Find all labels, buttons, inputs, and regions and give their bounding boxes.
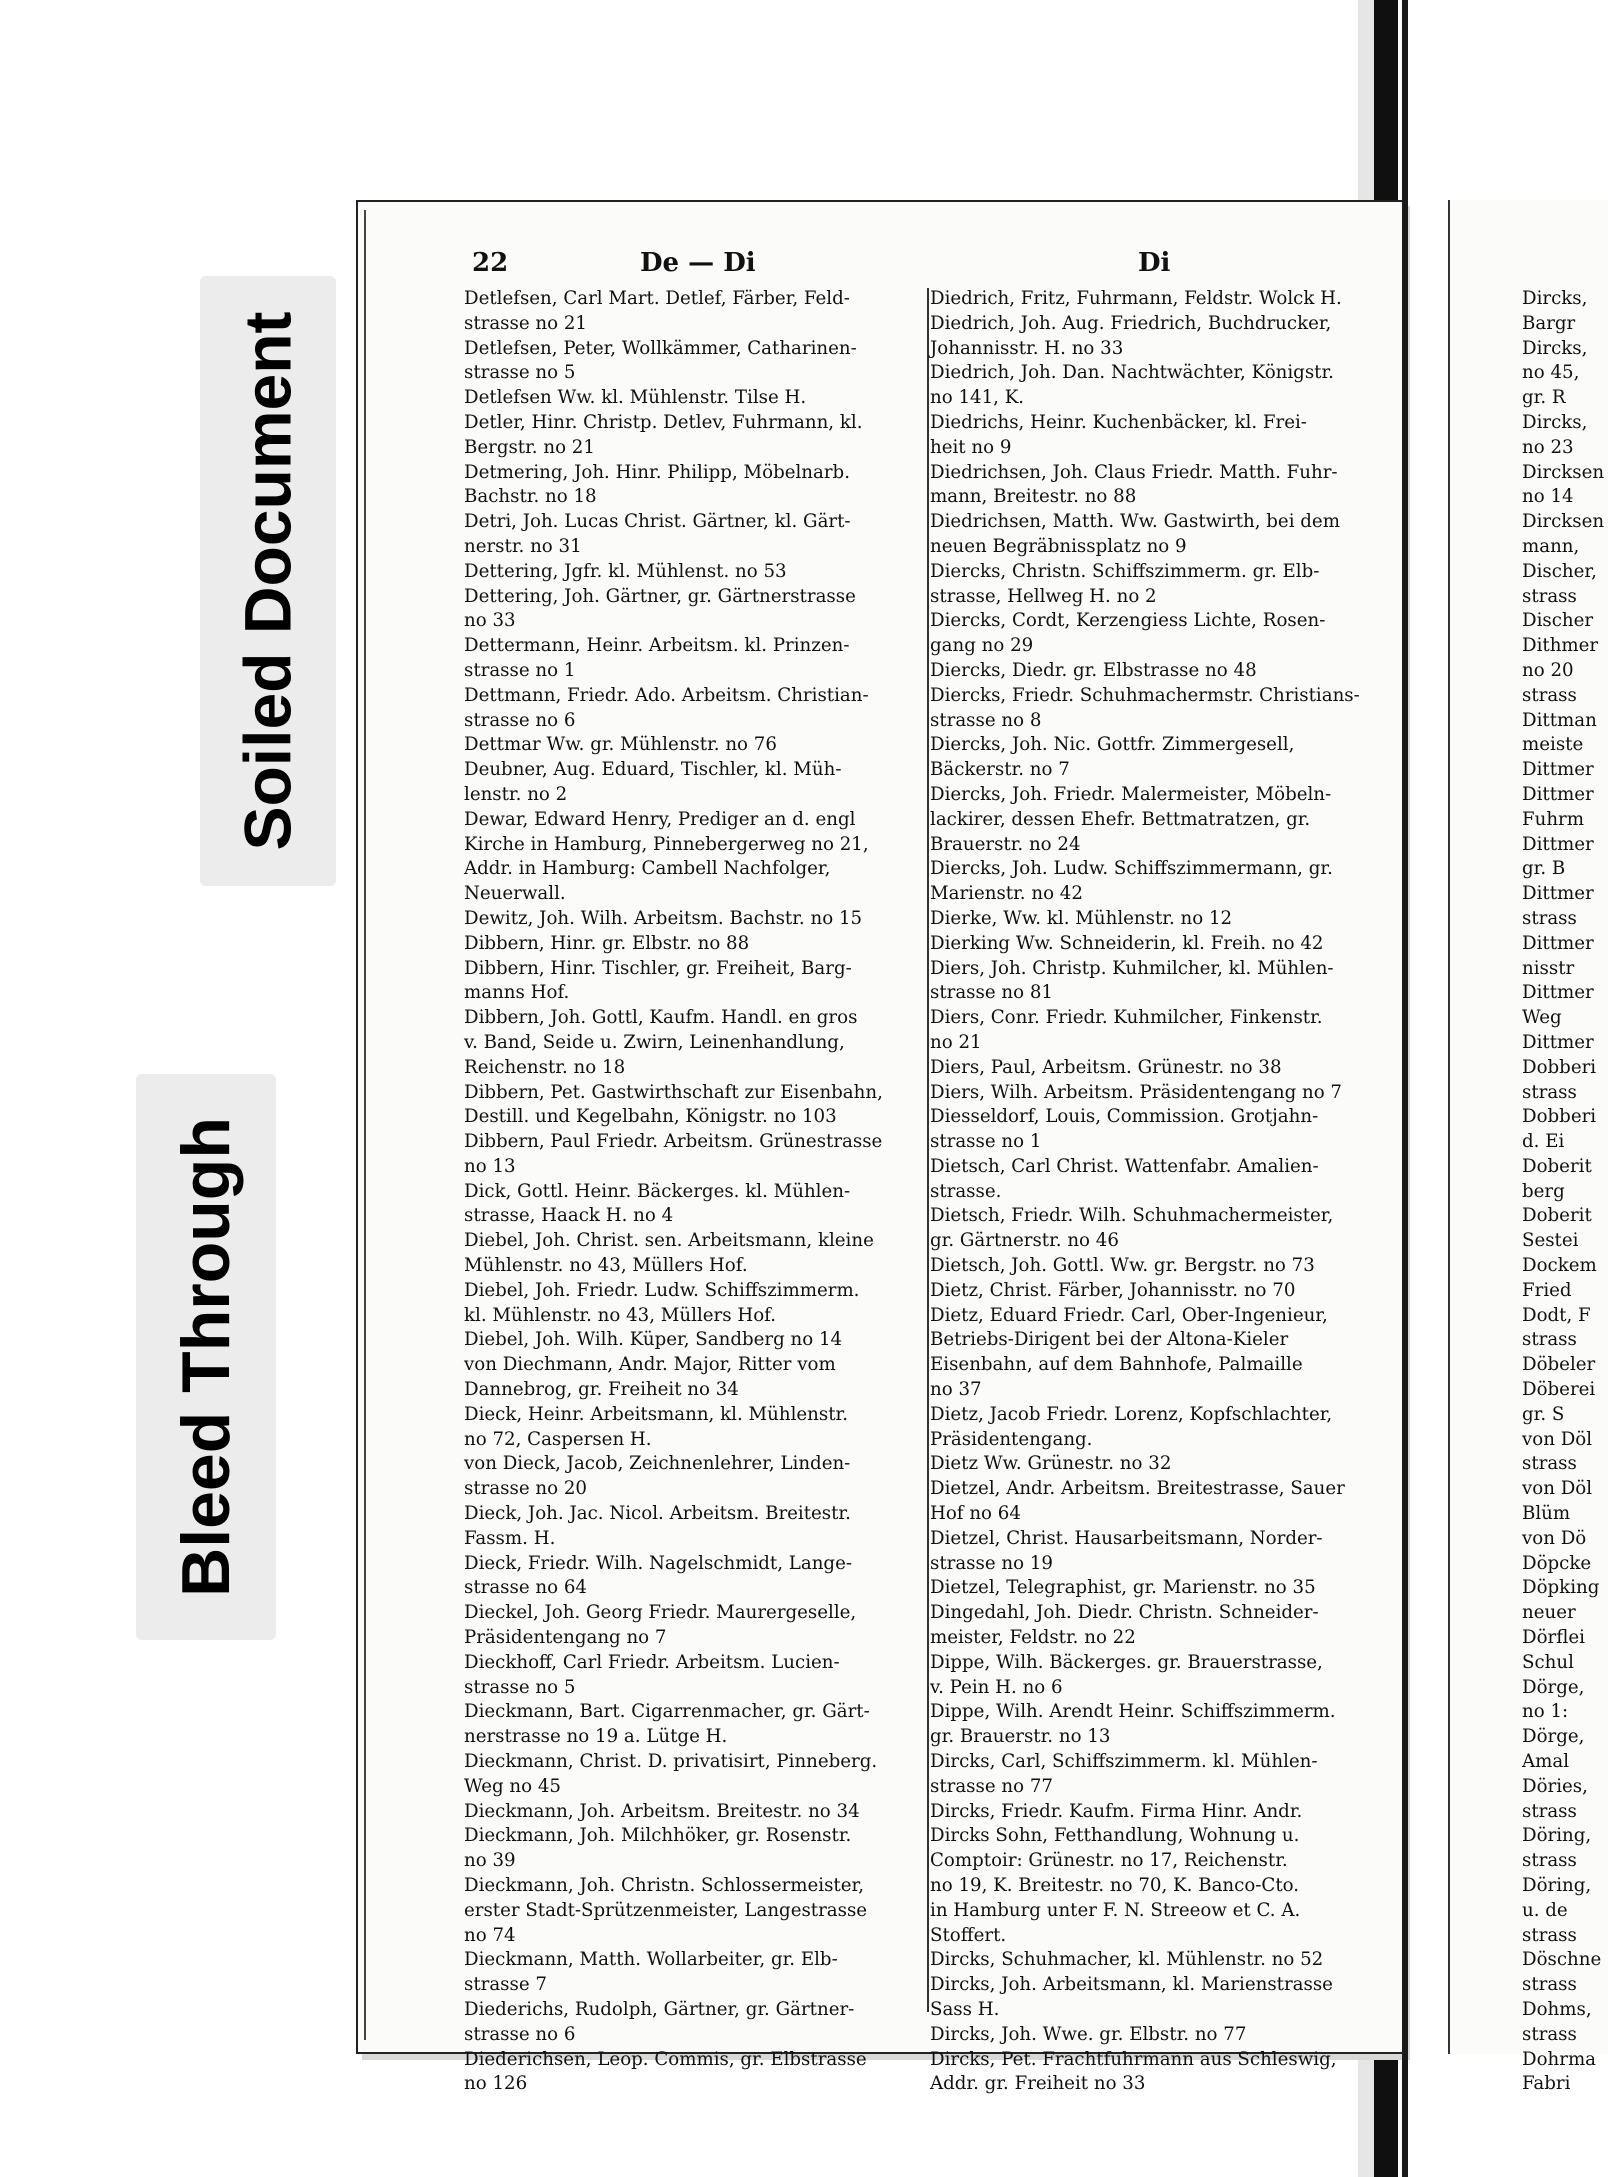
bleed-through-tag [136, 1074, 276, 1640]
directory-line: no 39 [464, 1850, 516, 1872]
directory-line: Stoffert. [930, 1924, 1007, 1946]
directory-line: strasse no 5 [464, 362, 576, 384]
directory-line: Diers, Wilh. Arbeitsm. Präsidentengang no 7 [930, 1081, 1343, 1103]
directory-line: Dick, Gottl. Heinr. Bäckerges. kl. Mühlen- [464, 1180, 851, 1202]
directory-line: Dircks, [1522, 411, 1588, 433]
directory-line: strasse, Haack H. no 4 [464, 1205, 674, 1227]
directory-line: Brauerstr. no 24 [930, 833, 1081, 855]
directory-line: no 14 [1522, 486, 1574, 508]
directory-line: Diers, Paul, Arbeitsm. Grünestr. no 38 [930, 1056, 1282, 1078]
directory-line: Dietzel, Andr. Arbeitsm. Breitestrasse, Sauer [930, 1478, 1345, 1500]
directory-line: Diercks, Cordt, Kerzengiess Lichte, Rosen- [930, 610, 1326, 632]
directory-line: Kirche in Hamburg, Pinnebergerweg no 21, [464, 833, 869, 855]
directory-line: strasse no 64 [464, 1577, 587, 1599]
directory-line: Dierking Ww. Schneiderin, kl. Freih. no 42 [930, 932, 1324, 954]
directory-line: strass [1522, 1800, 1577, 1822]
directory-line: strasse no 6 [464, 2023, 576, 2045]
left-column [464, 287, 924, 2095]
directory-line: Detlefsen, Carl Mart. Detlef, Färber, Feld- [464, 288, 850, 309]
directory-line: Dircks, [1522, 337, 1588, 359]
directory-line: Detri, Joh. Lucas Christ. Gärtner, kl. Gärt- [464, 511, 851, 533]
directory-line: no 20 [1522, 659, 1574, 681]
directory-line: mann, [1522, 535, 1580, 557]
directory-line: Diercks, Joh. Ludw. Schiffszimmermann, gr. [930, 858, 1333, 880]
directory-line: Dieckel, Joh. Georg Friedr. Maurergeselle, [464, 1602, 857, 1624]
directory-line: Dörflei [1522, 1627, 1585, 1649]
directory-line: neuen Begräbnissplatz no 9 [930, 535, 1187, 557]
directory-line: Döring, [1522, 1825, 1592, 1847]
directory-line: Döbeler [1522, 1354, 1596, 1376]
directory-line: meiste [1522, 734, 1584, 756]
directory-line: Dietsch, Joh. Gottl. Ww. gr. Bergstr. no 73 [930, 1255, 1315, 1277]
directory-line: Weg [1522, 1007, 1562, 1029]
directory-line: Comptoir: Grünestr. no 17, Reichenstr. [930, 1850, 1288, 1872]
right-column [930, 287, 1378, 2095]
directory-line: Discher, [1522, 560, 1597, 582]
directory-line: Dörge, [1522, 1726, 1585, 1748]
directory-line: Fassm. H. [464, 1527, 556, 1549]
directory-line: strasse no 21 [464, 312, 587, 334]
directory-line: Diederichs, Rudolph, Gärtner, gr. Gärtner- [464, 1998, 855, 2020]
directory-line: no 19, K. Breitestr. no 70, K. Banco-Cto. [930, 1875, 1300, 1896]
directory-line: no 141, K. [930, 387, 1025, 409]
directory-line: Dittmer [1522, 883, 1594, 905]
directory-line: Dircks, Friedr. Kaufm. Firma Hinr. Andr. [930, 1800, 1303, 1822]
directory-line: strass [1522, 1453, 1577, 1475]
directory-line: gr. Gärtnerstr. no 46 [930, 1230, 1119, 1252]
directory-line: Dieckmann, Joh. Christn. Schlossermeister, [464, 1875, 864, 1896]
directory-line: Dettmann, Friedr. Ado. Arbeitsm. Christian- [464, 684, 869, 706]
directory-line: strasse, Hellweg H. no 2 [930, 585, 1157, 607]
soiled-document-tag [200, 276, 336, 886]
directory-line: kl. Mühlenstr. no 43, Müllers Hof. [464, 1304, 777, 1326]
directory-line: strass [1522, 585, 1577, 607]
directory-line: Dittmer [1522, 833, 1594, 855]
directory-line: strasse no 5 [464, 1676, 576, 1698]
directory-line: manns Hof. [464, 982, 570, 1004]
directory-line: Diers, Conr. Friedr. Kuhmilcher, Finkenstr. [930, 1007, 1323, 1029]
directory-line: Dieck, Friedr. Wilh. Nagelschmidt, Lange- [464, 1552, 852, 1574]
directory-line: strass [1522, 1329, 1577, 1351]
directory-line: Dobberi [1522, 1106, 1597, 1128]
directory-line: neuer [1522, 1602, 1576, 1624]
directory-line: Eisenbahn, auf dem Bahnhofe, Palmaille [930, 1354, 1303, 1376]
directory-line: Dircks Sohn, Fetthandlung, Wohnung u. [930, 1825, 1300, 1847]
directory-line: nerstr. no 31 [464, 535, 582, 557]
directory-line: Präsidentengang. [930, 1428, 1093, 1450]
directory-line: nisstr [1522, 957, 1575, 979]
directory-line: Dircks, [1522, 288, 1588, 309]
directory-line: Dippe, Wilh. Bäckerges. gr. Brauerstrasse, [930, 1651, 1323, 1673]
directory-line: Reichenstr. no 18 [464, 1056, 626, 1078]
directory-line: Detmering, Joh. Hinr. Philipp, Möbelnarb. [464, 461, 850, 483]
directory-line: Dettering, Joh. Gärtner, gr. Gärtnerstrasse [464, 585, 856, 607]
directory-line: gr. R [1522, 387, 1566, 409]
directory-line: Addr. gr. Freiheit no 33 [930, 2073, 1146, 2095]
directory-line: Doberit [1522, 1155, 1592, 1177]
directory-line: no 23 [1522, 436, 1574, 458]
directory-line: Johannisstr. H. no 33 [930, 337, 1124, 359]
directory-line: Diedrichsen, Joh. Claus Friedr. Matth. Fuhr- [930, 461, 1338, 483]
directory-line: Präsidentengang no 7 [464, 1627, 667, 1649]
directory-line: Dibbern, Pet. Gastwirthschaft zur Eisenbahn, [464, 1081, 883, 1103]
directory-line: Dittmer [1522, 982, 1594, 1004]
directory-line: Fuhrm [1522, 808, 1584, 830]
directory-line: Dieck, Joh. Jac. Nicol. Arbeitsm. Breitestr. [464, 1503, 851, 1525]
directory-line: Hof no 64 [930, 1503, 1021, 1525]
directory-line: no 21 [930, 1031, 982, 1053]
directory-line: strass [1522, 1974, 1577, 1996]
directory-line: Dohrma [1522, 2048, 1597, 2070]
directory-line: strasse no 8 [930, 709, 1042, 731]
directory-line: Dircks, Joh. Wwe. gr. Elbstr. no 77 [930, 2023, 1247, 2045]
directory-line: Dieckmann, Bart. Cigarrenmacher, gr. Gärt- [464, 1701, 870, 1723]
directory-line: Dodt, F [1522, 1304, 1591, 1326]
directory-line: v. Pein H. no 6 [930, 1676, 1063, 1698]
directory-line: Döpcke [1522, 1552, 1592, 1574]
directory-line: nerstrasse no 19 a. Lütge H. [464, 1726, 728, 1748]
directory-line: Detler, Hinr. Christp. Detlev, Fuhrmann, kl. [464, 411, 863, 433]
directory-line: Diebel, Joh. Christ. sen. Arbeitsmann, kleine [464, 1230, 874, 1252]
directory-line: Diercks, Joh. Nic. Gottfr. Zimmergesell, [930, 734, 1295, 756]
directory-line: Dircks, Pet. Frachtfuhrmann aus Schleswig, [930, 2048, 1337, 2070]
directory-line: no 74 [464, 1924, 516, 1946]
directory-line: erster Stadt-Sprützenmeister, Langestrasse [464, 1899, 868, 1921]
directory-line: Dircksen [1522, 461, 1605, 483]
directory-line: d. Ei [1522, 1131, 1565, 1153]
directory-line: v. Band, Seide u. Zwirn, Leinenhandlung, [464, 1031, 845, 1053]
directory-line: Dieck, Heinr. Arbeitsmann, kl. Mühlenstr. [464, 1403, 848, 1425]
directory-line: no 37 [930, 1379, 982, 1401]
directory-line: Diedrich, Joh. Aug. Friedrich, Buchdrucker, [930, 312, 1332, 334]
directory-line: heit no 9 [930, 436, 1012, 458]
directory-line: Diebel, Joh. Wilh. Küper, Sandberg no 14 [464, 1329, 843, 1351]
bleed-through-label: Bleed Through [168, 1117, 245, 1597]
directory-line: von Döl [1522, 1428, 1593, 1450]
directory-line: Addr. in Hamburg: Cambell Nachfolger, [464, 858, 831, 880]
directory-line: no 72, Caspersen H. [464, 1428, 652, 1450]
directory-line: gr. Brauerstr. no 13 [930, 1726, 1111, 1748]
directory-line: strasse no 19 [930, 1552, 1053, 1574]
directory-line: Diercks, Friedr. Schuhmachermstr. Christians- [930, 684, 1360, 706]
directory-line: Diederichsen, Leop. Commis, gr. Elbstrasse [464, 2048, 867, 2070]
directory-line: Dibbern, Hinr. Tischler, gr. Freiheit, Barg- [464, 957, 852, 979]
directory-line: strass [1522, 684, 1577, 706]
directory-line: lenstr. no 2 [464, 783, 568, 805]
directory-line: strass [1522, 2023, 1577, 2045]
directory-line: strass [1522, 1850, 1577, 1872]
directory-line: Dörge, [1522, 1676, 1585, 1698]
directory-line: Dietzel, Christ. Hausarbeitsmann, Norder- [930, 1527, 1323, 1549]
directory-line: Fabri [1522, 2073, 1571, 2095]
directory-line: Dingedahl, Joh. Diedr. Christn. Schneider- [930, 1602, 1319, 1624]
directory-line: Dockem [1522, 1255, 1597, 1277]
directory-line: Diedrich, Fritz, Fuhrmann, Feldstr. Wolck H. [930, 288, 1342, 309]
directory-line: Döpking [1522, 1577, 1600, 1599]
directory-line: Dippe, Wilh. Arendt Heinr. Schiffszimmerm. [930, 1701, 1336, 1723]
directory-line: Detlefsen Ww. kl. Mühlenstr. Tilse H. [464, 387, 807, 409]
directory-line: Sass H. [930, 1998, 1000, 2020]
directory-line: Destill. und Kegelbahn, Königstr. no 103 [464, 1106, 837, 1128]
directory-line: Dithmer [1522, 635, 1599, 657]
directory-line: Diedrichs, Heinr. Kuchenbäcker, kl. Frei- [930, 411, 1307, 433]
directory-line: Dieckmann, Matth. Wollarbeiter, gr. Elb- [464, 1949, 838, 1971]
directory-line: Dietsch, Carl Christ. Wattenfabr. Amalien- [930, 1155, 1319, 1177]
directory-line: Dettermann, Heinr. Arbeitsm. kl. Prinzen- [464, 635, 850, 657]
directory-line: Marienstr. no 42 [930, 883, 1083, 905]
directory-line: Diedrich, Joh. Dan. Nachtwächter, Königstr. [930, 362, 1334, 384]
directory-line: Döschne [1522, 1949, 1602, 1971]
directory-line: Dietz, Christ. Färber, Johannisstr. no 70 [930, 1279, 1296, 1301]
directory-line: Diedrichsen, Matth. Ww. Gastwirth, bei dem [930, 511, 1340, 533]
directory-line: Dircksen [1522, 511, 1605, 533]
directory-line: Dohms, [1522, 1998, 1592, 2020]
directory-line: Bargr [1522, 312, 1576, 334]
directory-line: gr. S [1522, 1403, 1565, 1425]
directory-line: strasse no 1 [464, 659, 576, 681]
directory-line: Dircks, Schuhmacher, kl. Mühlenstr. no 52 [930, 1949, 1324, 1971]
directory-line: Dibbern, Hinr. gr. Elbstr. no 88 [464, 932, 750, 954]
directory-line: Dietsch, Friedr. Wilh. Schuhmachermeister, [930, 1205, 1334, 1227]
directory-line: Blüm [1522, 1503, 1571, 1525]
directory-line: Discher [1522, 610, 1594, 632]
directory-line: no 126 [464, 2073, 528, 2095]
directory-line: Diercks, Joh. Friedr. Malermeister, Möbeln- [930, 783, 1332, 805]
directory-line: no 13 [464, 1155, 516, 1177]
directory-line: von Diechmann, Andr. Major, Ritter vom [464, 1354, 836, 1376]
directory-line: Dettmar Ww. gr. Mühlenstr. no 76 [464, 734, 777, 756]
directory-line: Dietz, Eduard Friedr. Carl, Ober-Ingenieur, [930, 1304, 1328, 1326]
directory-line: Diercks, Diedr. gr. Elbstrasse no 48 [930, 659, 1257, 681]
directory-line: Dieckmann, Joh. Arbeitsm. Breitestr. no 34 [464, 1800, 860, 1822]
directory-line: in Hamburg unter F. N. Streeow et C. A. [930, 1899, 1301, 1921]
directory-line: Dircks, Carl, Schiffszimmerm. kl. Mühlen- [930, 1751, 1318, 1773]
directory-line: Döberei [1522, 1379, 1596, 1401]
directory-line: strasse 7 [464, 1974, 547, 1996]
directory-line: gr. B [1522, 858, 1566, 880]
directory-line: von Dö [1522, 1527, 1587, 1549]
directory-line: Döring, [1522, 1875, 1592, 1896]
directory-line: von Döl [1522, 1478, 1593, 1500]
directory-line: strasse no 77 [930, 1775, 1053, 1797]
directory-line: Diers, Joh. Christp. Kuhmilcher, kl. Mühlen- [930, 957, 1334, 979]
directory-line: Döries, [1522, 1775, 1588, 1797]
directory-line: Dittman [1522, 709, 1597, 731]
directory-line: Fried [1522, 1279, 1572, 1301]
directory-line: Mühlenstr. no 43, Müllers Hof. [464, 1255, 748, 1277]
directory-line: Betriebs-Dirigent bei der Altona-Kieler [930, 1329, 1289, 1351]
directory-line: Dieckmann, Joh. Milchhöker, gr. Rosenstr. [464, 1825, 852, 1847]
directory-line: gang no 29 [930, 635, 1034, 657]
directory-line: Dieckmann, Christ. D. privatisirt, Pinneberg. [464, 1751, 878, 1773]
directory-line: Dewitz, Joh. Wilh. Arbeitsm. Bachstr. no 15 [464, 907, 863, 929]
directory-line: Dittmer [1522, 1031, 1594, 1053]
directory-line: Dietzel, Telegraphist, gr. Marienstr. no 35 [930, 1577, 1316, 1599]
directory-line: berg [1522, 1180, 1565, 1202]
directory-line: Dittmer [1522, 932, 1594, 954]
directory-line: strass [1522, 907, 1577, 929]
directory-line: strasse no 1 [930, 1131, 1042, 1153]
page-left-edge [364, 210, 366, 2040]
directory-line: Dircks, Joh. Arbeitsmann, kl. Marienstrasse [930, 1974, 1333, 1996]
directory-line: Bergstr. no 21 [464, 436, 595, 458]
directory-line: meister, Feldstr. no 22 [930, 1627, 1136, 1649]
running-header-right: Di [1138, 248, 1171, 278]
directory-line: no 45, [1522, 362, 1580, 384]
directory-line: Dibbern, Joh. Gottl, Kaufm. Handl. en gros [464, 1007, 858, 1029]
directory-line: Dieckhoff, Carl Friedr. Arbeitsm. Lucien- [464, 1651, 840, 1673]
directory-line: lackirer, dessen Ehefr. Bettmatratzen, gr. [930, 808, 1311, 830]
directory-line: Bäckerstr. no 7 [930, 759, 1070, 781]
directory-line: Bachstr. no 18 [464, 486, 597, 508]
directory-line: Deubner, Aug. Eduard, Tischler, kl. Müh- [464, 759, 842, 781]
directory-line: Schul [1522, 1651, 1574, 1673]
directory-line: strasse no 6 [464, 709, 576, 731]
directory-line: u. de [1522, 1899, 1568, 1921]
adjacent-page-column [1522, 287, 1605, 2095]
directory-line: Dibbern, Paul Friedr. Arbeitsm. Grünestrasse [464, 1131, 883, 1153]
directory-line: Dietz Ww. Grünestr. no 32 [930, 1453, 1172, 1475]
directory-line: Dewar, Edward Henry, Prediger an d. engl [464, 808, 856, 830]
directory-line: Dietz, Jacob Friedr. Lorenz, Kopfschlachter, [930, 1403, 1333, 1425]
soiled-document-label: Soiled Document [231, 311, 305, 851]
directory-line: strasse. [930, 1180, 1002, 1202]
directory-line: no 1: [1522, 1701, 1569, 1723]
directory-line: Amal [1522, 1751, 1570, 1773]
directory-line: Dobberi [1522, 1056, 1597, 1078]
directory-line: Dettering, Jgfr. kl. Mühlenst. no 53 [464, 560, 787, 582]
column-divider [927, 288, 929, 2012]
directory-line: Diebel, Joh. Friedr. Ludw. Schiffszimmerm. [464, 1279, 860, 1301]
directory-line: Dittmer [1522, 759, 1594, 781]
directory-line: strasse no 20 [464, 1478, 587, 1500]
directory-line: Weg no 45 [464, 1775, 561, 1797]
directory-line: Dittmer [1522, 783, 1594, 805]
directory-line: Dierke, Ww. kl. Mühlenstr. no 12 [930, 907, 1233, 929]
directory-line: strass [1522, 1924, 1577, 1946]
page-number: 22 [472, 248, 509, 278]
directory-line: Diercks, Christn. Schiffszimmerm. gr. Elb- [930, 560, 1320, 582]
page-gutter-line [1402, 0, 1408, 2177]
directory-line: Sestei [1522, 1230, 1579, 1252]
directory-line: strass [1522, 1081, 1577, 1103]
directory-line: Diesseldorf, Louis, Commission. Grotjahn- [930, 1106, 1319, 1128]
directory-line: no 33 [464, 610, 516, 632]
directory-line: strasse no 81 [930, 982, 1053, 1004]
running-header-left: De — Di [640, 248, 756, 278]
directory-line: Dannebrog, gr. Freiheit no 34 [464, 1379, 739, 1401]
directory-line: mann, Breitestr. no 88 [930, 486, 1137, 508]
directory-line: von Dieck, Jacob, Zeichnenlehrer, Linden- [464, 1453, 851, 1475]
directory-line: Detlefsen, Peter, Wollkämmer, Catharinen- [464, 337, 857, 359]
directory-line: Doberit [1522, 1205, 1592, 1227]
directory-line: Neuerwall. [464, 883, 566, 905]
